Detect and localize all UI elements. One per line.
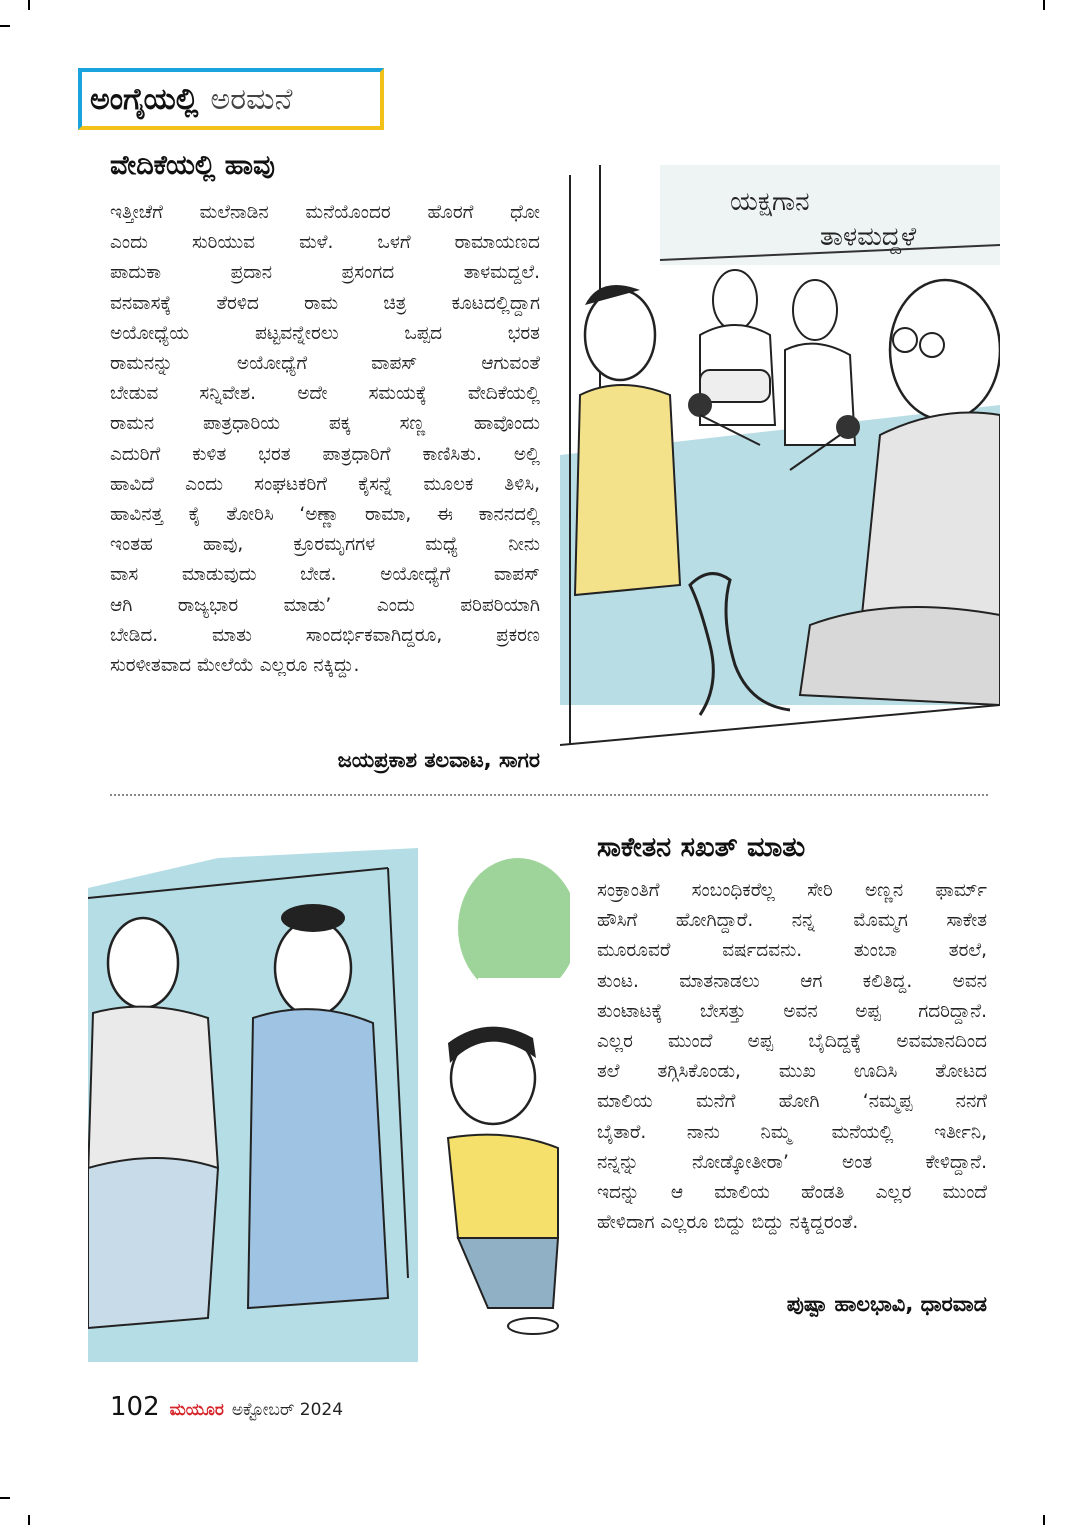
illustration-family [88,838,570,1362]
story1-line: ಸುರಳೀತವಾದ ಮೇಲೆಯೆ ಎಲ್ಲರೂ ನಕ್ಕಿದ್ದು. [110,655,360,677]
crop-mark [28,1515,30,1525]
story1-line: ರಾಮನ ಪಾತ್ರಧಾರಿಯ ಪಕ್ಕ ಸಣ್ಣ ಹಾವೊಂದು [110,413,540,435]
story1-line: ಬೇಡಿದ. ಮಾತು ಸಾಂದರ್ಭಿಕವಾಗಿದ್ದರೂ, ಪ್ರಕರಣ [110,624,540,646]
banner-text-1: ಯಕ್ಷಗಾನ [730,187,810,217]
story2-body [597,876,987,1238]
story1-line: ಬೇಡುವ ಸನ್ನಿವೇಶ. ಅದೇ ಸಮಯಕ್ಕೆ ವೇದಿಕೆಯಲ್ಲಿ [110,383,540,405]
crop-mark [28,0,30,10]
column-banner [78,68,384,130]
story1-line: ವಾಸ ಮಾಡುವುದು ಬೇಡ. ಅಯೋಧ್ಯೆಗೆ ವಾಪಸ್ [110,564,540,586]
story2-line: ಇದನ್ನು ಆ ಮಾಲಿಯ ಹೆಂಡತಿ ಎಲ್ಲರ ಮುಂದೆ [597,1182,987,1204]
banner-title-part2: ಅರಮನೆ [210,81,293,117]
page-footer [110,1392,343,1422]
page-number: 102 [110,1392,160,1422]
story2-line: ತುಂಟಾಟಕ್ಕೆ ಬೇಸತ್ತು ಅವನ ಅಪ್ಪ ಗದರಿದ್ದಾನೆ. [597,1000,987,1022]
story1-body [110,198,540,681]
story1-line: ಇತ್ತೀಚೆಗೆ ಮಲೆನಾಡಿನ ಮನೆಯೊಂದರ ಹೊರಗೆ ಧೋ [110,202,540,223]
crop-mark [0,25,10,27]
story2-title: ಸಾಕೇತನ ಸಖತ್ ಮಾತು [597,832,806,863]
story2-line: ಮಾಲಿಯ ಮನೆಗೆ ಹೋಗಿ ‘ನಮ್ಮಪ್ಪ ನನಗೆ [597,1091,987,1113]
story2-line: ತುಂಟ. ಮಾತನಾಡಲು ಆಗ ಕಲಿತಿದ್ದ. ಅವನ [597,970,987,992]
story2-line: ಎಲ್ಲರ ಮುಂದೆ ಅಪ್ಪ ಬೈದಿದ್ದಕ್ಕೆ ಅವಮಾನದಿಂದ [597,1031,987,1053]
story1-line: ಪಾದುಕಾ ಪ್ರದಾನ ಪ್ರಸಂಗದ ತಾಳಮದ್ದಲೆ. [110,262,540,284]
yakshagana-drawing [560,165,1000,755]
story1-line: ವನವಾಸಕ್ಕೆ ತೆರಳಿದ ರಾಮ ಚಿತ್ರ ಕೂಟದಲ್ಲಿದ್ದಾಗ [110,292,540,314]
crop-mark [1043,0,1045,10]
story-divider [110,794,988,796]
story1-author: ಜಯಪ್ರಕಾಶ ತಲವಾಟ, ಸಾಗರ [337,748,540,772]
story1-line: ರಾಮನನ್ನು ಅಯೋಧ್ಯೆಗೆ ವಾಪಸ್ ಆಗುವಂತೆ [110,353,540,375]
story2-line: ಸಂಕ್ರಾಂತಿಗೆ ಸಂಬಂಧಿಕರೆಲ್ಲ ಸೇರಿ ಅಣ್ಣನ ಫಾರ್ಮ್ [597,880,987,901]
story2-line: ತಲೆ ತಗ್ಗಿಸಿಕೊಂಡು, ಮುಖ ಊದಿಸಿ ತೋಟದ [597,1061,987,1083]
story2-author: ಪುಷ್ಪಾ ಹಾಲಭಾವಿ, ಧಾರವಾಡ [786,1292,987,1316]
family-drawing [88,838,570,1362]
story1-line: ಆಗಿ ರಾಜ್ಯಭಾರ ಮಾಡು’ ಎಂದು ಪರಿಪರಿಯಾಗಿ [110,594,540,616]
crop-mark [0,1497,10,1499]
issue-date: ಅಕ್ಟೋಬರ್ 2024 [231,1400,344,1420]
story2-line: ನನ್ನನ್ನು ನೋಡ್ಕೋತೀರಾ’ ಅಂತ ಕೇಳಿದ್ದಾನೆ. [597,1151,987,1173]
magazine-logo: ಮಯೂರ [169,1400,224,1420]
story1-line: ಅಯೋಧ್ಯೆಯ ಪಟ್ಟವನ್ನೇರಲು ಒಪ್ಪದ ಭರತ [110,322,540,344]
story2-line: ಮೂರೂವರೆ ವರ್ಷದವನು. ತುಂಬಾ ತರಲೆ, [597,940,987,962]
crop-mark [1043,1515,1045,1525]
banner-text-2: ತಾಳಮದ್ದಳೆ [820,222,917,252]
story1-line: ಎದುರಿಗೆ ಕುಳಿತ ಭರತ ಪಾತ್ರಧಾರಿಗೆ ಕಾಣಿಸಿತು. ಅಲ್ಲಿ [110,443,540,465]
story1-line: ಇಂತಹ ಹಾವು, ಕ್ರೂರಮೃಗಗಳ ಮಧ್ಯೆ ನೀನು [110,534,540,556]
story2-line: ಬೈತಾರೆ. ನಾನು ನಿಮ್ಮ ಮನೆಯಲ್ಲಿ ಇರ್ತೀನಿ, [597,1121,987,1143]
story1-line: ಹಾವಿದೆ ಎಂದು ಸಂಘಟಕರಿಗೆ ಕೈಸನ್ನೆ ಮೂಲಕ ತಿಳಿಸಿ, [110,473,540,495]
story1-line: ಹಾವಿನತ್ತ ಕೈ ತೋರಿಸಿ ‘ಅಣ್ಣಾ ರಾಮಾ, ಈ ಕಾನನದಲ್ಲಿ [110,504,540,526]
story2-line: ಹೌಸಿಗೆ ಹೋಗಿದ್ದಾರೆ. ನನ್ನ ಮೊಮ್ಮಗ ಸಾಕೇತ [597,910,987,932]
banner-title-part1: ಅಂಗೈಯಲ್ಲಿ [90,81,199,117]
story1-line: ಎಂದು ಸುರಿಯುವ ಮಳೆ. ಒಳಗೆ ರಾಮಾಯಣದ [110,232,540,254]
story1-title: ವೇದಿಕೆಯಲ್ಲಿ ಹಾವು [110,150,275,181]
illustration-yakshagana [560,165,1000,755]
story2-line: ಹೇಳಿದಾಗ ಎಲ್ಲರೂ ಬಿದ್ದು ಬಿದ್ದು ನಕ್ಕಿದ್ದರಂತೆ. [597,1212,859,1234]
